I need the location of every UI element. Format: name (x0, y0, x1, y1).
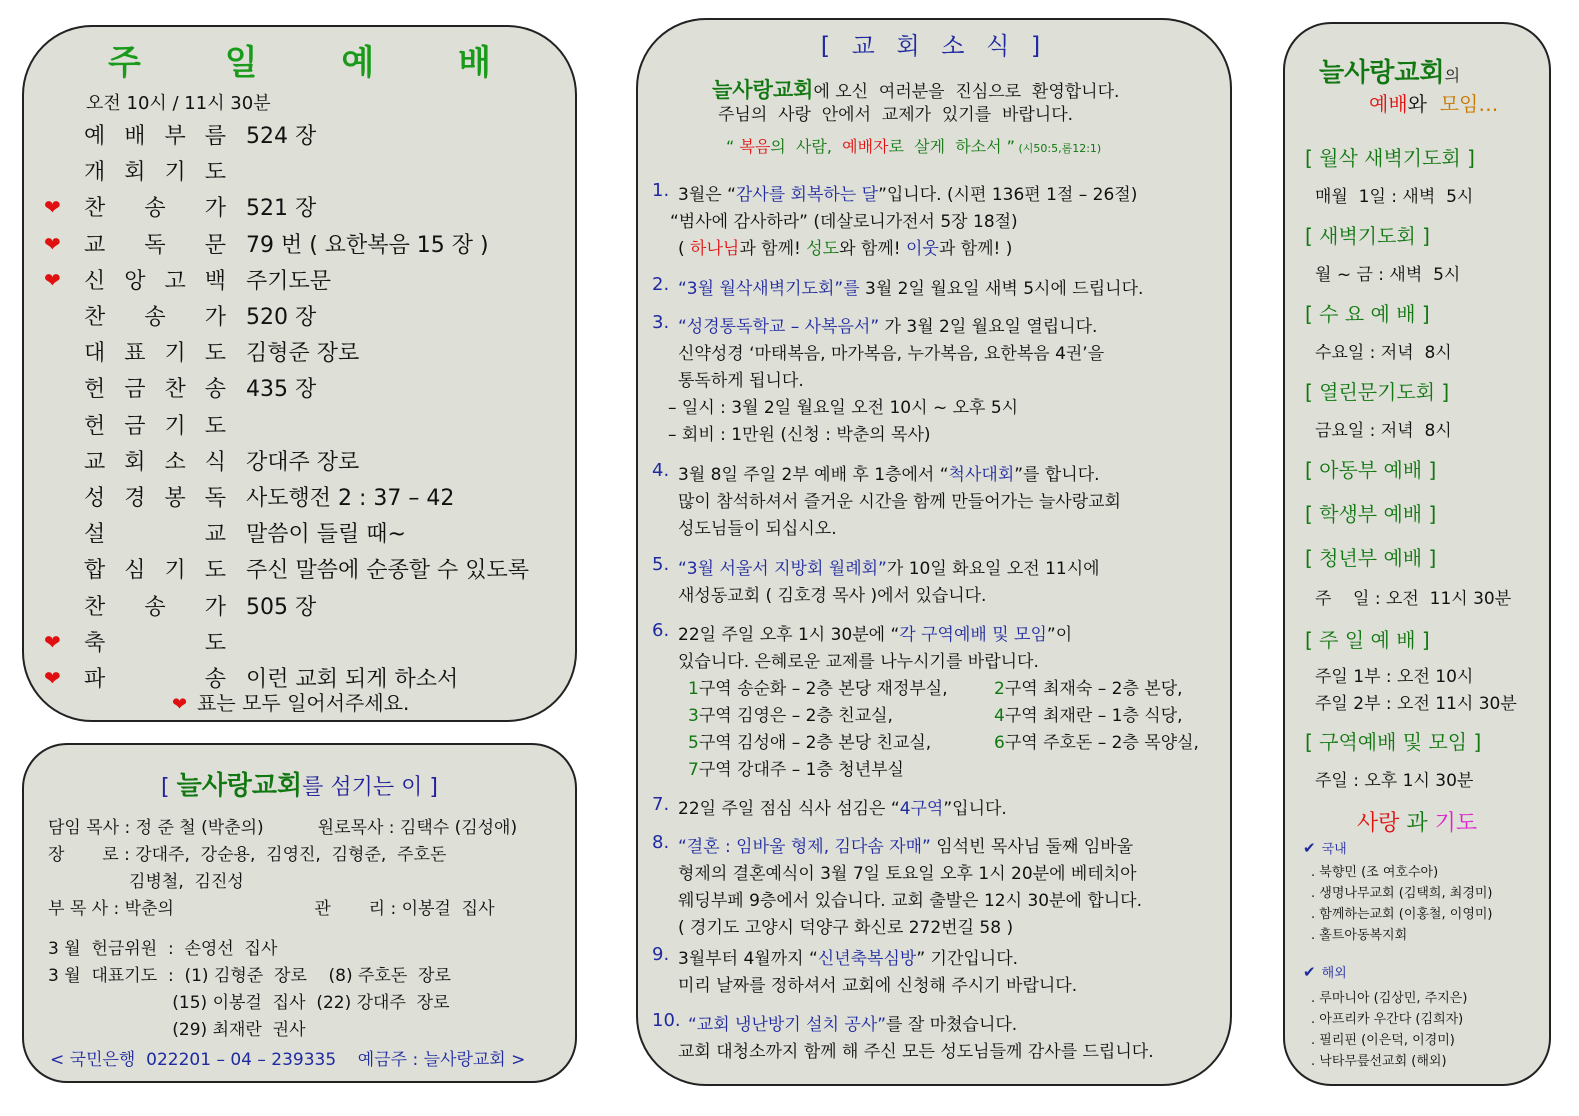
verse-quote: “ (726, 137, 740, 156)
order-row (42, 336, 572, 370)
section-dawn-prayer: [ 새벽기도회 ] (1305, 224, 1430, 248)
text: ” 기간입니다. (916, 949, 1019, 969)
prayer-leaders-line: (15) 이봉걸 집사 (22) 강대주 장로 (48, 993, 450, 1013)
section-youth: [ 청년부 예배 ] (1305, 546, 1437, 570)
theme-verse (726, 134, 1101, 157)
item-line: – 일시 : 3월 2일 월요일 오전 10시 ~ 오후 5시 (668, 398, 1019, 418)
order-label: 찬 송 가 (84, 196, 226, 222)
order-row (42, 228, 572, 262)
item-line: – 회비 : 1만원 (신청 : 박춘의 목사) (668, 425, 931, 445)
worship-time: 오전 10시 / 11시 30분 (86, 93, 271, 114)
church-news-panel (636, 18, 1232, 1086)
order-label: 설 교 (84, 522, 226, 548)
highlight: “결혼 : 임바울 형제, 김다솜 자매” (678, 837, 931, 857)
item-line: 많이 참석하셔서 즐거운 시간을 함께 만들어가는 늘사랑교회 (678, 492, 1121, 512)
servant-line: 부 목 사 : 박춘의 관 리 : 이봉걸 집사 (48, 899, 495, 919)
item-line: 웨딩부페 9층에서 있습니다. 교회 출발은 12시 30분에 합니다. (678, 891, 1142, 911)
love-and-prayer-title (1285, 806, 1549, 837)
text: 3월은 “ (678, 185, 736, 205)
group-label: 해외 (1321, 966, 1347, 981)
district-text: 구역 김영은 – 2층 친교실, (698, 706, 893, 726)
section-detail: 주일 1부 : 오전 10시 (1315, 667, 1474, 687)
heart-icon: ❤ (44, 629, 61, 654)
section-students: [ 학생부 예배 ] (1305, 502, 1437, 526)
highlight: 신년축복심방 (817, 949, 917, 969)
prayer-leaders-line: (29) 최재란 권사 (48, 1020, 306, 1040)
highlight: 4구역 (899, 799, 944, 819)
text: 과 함께! (739, 239, 807, 259)
order-row (42, 517, 572, 551)
text: 와 함께! (839, 239, 906, 259)
verse-text: 의 사람, (770, 137, 843, 156)
section-dawn-monthly: [ 월삭 새벽기도회 ] (1305, 146, 1475, 170)
title-suffix: 를 섬기는 이 ] (302, 775, 438, 800)
gatherings-subtitle (1369, 88, 1498, 117)
text: ”입니다. (시편 136편 1절 – 26절) (878, 185, 1138, 205)
item-number: 4. (652, 460, 670, 481)
text: 가 3월 2일 월요일 열립니다. (879, 317, 1098, 337)
section-sunday: [ 주 일 예 배 ] (1305, 628, 1430, 652)
highlight: 이웃 (905, 239, 939, 259)
text: 임석빈 목사님 둘째 임바울 (930, 837, 1134, 857)
item-number: 9. (652, 944, 670, 965)
section-detail: 주 일 : 오전 11시 30분 (1315, 589, 1512, 609)
text: 를 잘 마쳤습니다. (886, 1015, 1018, 1035)
item-line (678, 180, 1137, 205)
district-group (688, 755, 904, 780)
order-value: 주신 말씀에 순종할 수 있도록 (246, 558, 529, 584)
overseas-group (1303, 962, 1347, 981)
section-detail: 월 ~ 금 : 새벽 5시 (1315, 265, 1461, 285)
verse-word: 복음 (739, 137, 771, 156)
item-line (678, 620, 1072, 645)
text: ”입니다. (943, 799, 1007, 819)
church-name: 늘사랑교회 (712, 78, 814, 102)
section-detail: 금요일 : 저녁 8시 (1315, 421, 1452, 441)
order-row (42, 553, 572, 587)
title-bracket: [ (161, 775, 177, 800)
order-row (42, 155, 572, 189)
item-number: 1. (652, 180, 670, 201)
item-line (678, 832, 1133, 857)
mission-item: . 루마니아 (김상민, 주지은) (1311, 991, 1468, 1006)
servant-line: 김병철, 김진성 (48, 872, 244, 892)
mission-item: . 낙타무릎선교회 (해외) (1311, 1054, 1447, 1069)
text: ”이 (1046, 625, 1073, 645)
item-line: 신약성경 ‘마태복음, 마가복음, 누가복음, 요한복음 4권’을 (678, 344, 1105, 364)
text: ”를 합니다. (1014, 465, 1100, 485)
order-label: 합 심 기 도 (84, 558, 226, 584)
item-line (678, 944, 1018, 969)
order-value: 524 장 (246, 124, 317, 149)
mission-item: . 생명나무교회 (김택희, 최경미) (1311, 886, 1493, 901)
highlight: “성경통독학교 – 사복음서” (678, 317, 880, 337)
verse-reference: (시50:5,롬12:1) (1014, 142, 1102, 155)
text: 과 함께! ) (938, 239, 1013, 259)
domestic-group (1303, 838, 1347, 857)
section-detail: 주일 : 오후 1시 30분 (1315, 771, 1474, 791)
mission-item: . 북향민 (조 여호수아) (1311, 865, 1439, 880)
item-number: 2. (652, 274, 670, 295)
order-label: 찬 송 가 (84, 305, 226, 330)
item-line (678, 794, 1007, 819)
church-servants-panel (22, 743, 577, 1083)
district-group (688, 701, 893, 726)
order-row (42, 409, 572, 443)
highlight: “3월 서울서 지방회 월례회” (678, 559, 887, 579)
order-row (42, 300, 572, 334)
news-welcome-2: 주님의 사랑 안에서 교제가 있기를 바랍니다. (718, 105, 1074, 125)
item-line: 성도님들이 되십시오. (678, 519, 837, 539)
order-row (42, 191, 572, 225)
mission-item: . 아프리카 우간다 (김희자) (1311, 1012, 1464, 1027)
district-text: 구역 최재숙 – 2층 본당, (1004, 679, 1183, 699)
district-text: 구역 송순화 – 2층 본당 재정부실, (698, 679, 948, 699)
prayer-word: 사랑 (1356, 811, 1400, 836)
district-number: 7 (688, 760, 699, 780)
check-icon: ✔ (1303, 963, 1316, 981)
district-text: 구역 김성애 – 2층 본당 친교실, (698, 733, 932, 753)
mission-item: . 필리핀 (이은덕, 이경미) (1311, 1033, 1455, 1048)
highlight: 척사대회 (948, 465, 1015, 485)
title-suffix: 의 (1444, 66, 1461, 85)
check-icon: ✔ (1303, 839, 1316, 857)
text: 3월 2일 월요일 새벽 5시에 드립니다. (859, 279, 1144, 299)
item-line: 형제의 결혼예식이 3월 7일 토요일 오후 1시 20분에 베테치아 (678, 864, 1137, 884)
item-line: ( 경기도 고양시 덕양구 화신로 272번길 58 ) (678, 918, 1014, 938)
subtitle-word: 예배 (1369, 92, 1408, 116)
item-line: 미리 날짜를 정하셔서 교회에 신청해 주시기 바랍니다. (678, 976, 1078, 996)
item-number: 5. (652, 554, 670, 575)
section-wednesday: [ 수 요 예 배 ] (1305, 302, 1430, 326)
item-line: 새성동교회 ( 김호경 목사 )에서 있습니다. (678, 586, 987, 606)
item-number: 7. (652, 794, 670, 815)
verse-text: 로 살게 하소서 ” (888, 137, 1015, 156)
district-number: 2 (994, 679, 1005, 699)
heart-icon: ❤ (44, 267, 61, 292)
order-row (42, 626, 572, 660)
order-label: 교 독 문 (84, 232, 226, 258)
district-group (688, 728, 931, 753)
mission-item: . 함께하는교회 (이홍철, 이영미) (1311, 907, 1493, 922)
text: 3월부터 4월까지 “ (678, 949, 818, 969)
order-value: 이런 교회 되게 하소서 (246, 667, 459, 692)
highlight: 성도 (806, 239, 840, 259)
order-value: 435 장 (246, 377, 317, 403)
worship-footnote (172, 687, 409, 716)
text: 3월 8일 주일 2부 예배 후 1층에서 “ (678, 465, 949, 485)
order-row (42, 481, 572, 515)
news-title: [ 교 회 소 식 ] (820, 32, 1048, 60)
item-line: 있습니다. 은혜로운 교제를 나누시기를 바랍니다. (678, 652, 1039, 672)
footnote-text: 표는 모두 일어서주세요. (197, 691, 410, 715)
item-line (678, 460, 1100, 485)
item-line: “범사에 감사하라” (데살로니가전서 5장 18절) (670, 212, 1018, 232)
text: 22일 주일 점심 식사 섬김은 “ (678, 799, 900, 819)
text: ( (678, 239, 691, 259)
district-text: 구역 강대주 – 1층 청년부실 (698, 760, 904, 780)
order-row (42, 119, 572, 153)
order-row (42, 372, 572, 406)
group-label: 국내 (1321, 842, 1347, 857)
item-line: 통독하게 됩니다. (678, 371, 804, 391)
order-label: 헌 금 찬 송 (84, 377, 226, 403)
highlight: “교회 냉난방기 설치 공사” (688, 1015, 887, 1035)
section-open-door-prayer: [ 열린문기도회 ] (1305, 380, 1450, 404)
order-label: 개 회 기 도 (84, 160, 226, 186)
servant-line: 장 로 : 강대주, 강순용, 김영진, 김형준, 주호돈 (48, 845, 447, 865)
order-label: 교 회 소 식 (84, 449, 226, 475)
order-value: 79 번 ( 요한복음 15 장 ) (246, 232, 489, 258)
item-number: 8. (652, 832, 670, 853)
order-label: 축 도 (84, 630, 226, 656)
order-row (42, 590, 572, 624)
order-label: 예 배 부 름 (84, 124, 226, 149)
order-label: 파 송 (84, 667, 226, 692)
item-number: 6. (652, 620, 670, 641)
heart-icon: ❤ (172, 694, 188, 715)
heart-icon: ❤ (44, 231, 61, 256)
section-children: [ 아동부 예배 ] (1305, 458, 1437, 482)
district-number: 6 (994, 733, 1005, 753)
servant-line: 담임 목사 : 정 준 철 (박춘의) 원로목사 : 김택수 (김성애) (48, 818, 518, 838)
order-value: 강대주 장로 (246, 449, 360, 475)
order-value: 사도행전 2 : 37 – 42 (246, 486, 455, 511)
prayer-text: 과 (1399, 811, 1435, 836)
highlight: “3월 월삭새벽기도회”를 (678, 279, 860, 299)
district-number: 3 (688, 706, 699, 726)
subtitle-text: 와 (1407, 92, 1440, 116)
section-detail: 주일 2부 : 오전 11시 30분 (1315, 694, 1517, 714)
item-line: 교회 대청소까지 함께 해 주신 모든 성도님들께 감사를 드립니다. (678, 1042, 1154, 1062)
item-line (678, 554, 1100, 579)
heart-icon: ❤ (44, 666, 61, 690)
gatherings-title (1319, 52, 1460, 89)
order-label: 대 표 기 도 (84, 341, 226, 367)
section-district: [ 구역예배 및 모임 ] (1305, 730, 1482, 754)
highlight: 각 구역예배 및 모임 (899, 625, 1047, 645)
district-group (994, 728, 1199, 753)
order-value: 505 장 (246, 594, 317, 620)
district-group (994, 701, 1183, 726)
verse-word: 예배자 (842, 137, 889, 156)
district-group (688, 674, 948, 699)
order-value: 주기도문 (246, 268, 332, 294)
order-value: 520 장 (246, 305, 317, 330)
district-number: 4 (994, 706, 1005, 726)
subtitle-word: 모임… (1439, 92, 1499, 116)
order-value: 말씀이 들릴 때~ (246, 522, 406, 548)
bank-account: < 국민은행 022201 – 04 – 239335 예금주 : 늘사랑교회 > (50, 1050, 526, 1070)
order-value: 521 장 (246, 196, 317, 222)
item-line (678, 274, 1143, 299)
item-line (678, 234, 1012, 259)
highlight: 하나님 (690, 239, 740, 259)
district-number: 5 (688, 733, 699, 753)
offering-committee-line: 3 월 헌금위원 : 손영선 집사 (48, 939, 278, 959)
servants-title (24, 765, 575, 802)
welcome-text: 에 오신 여러분을 진심으로 환영합니다. (813, 82, 1120, 102)
prayer-word: 기도 (1434, 811, 1478, 836)
item-number: 10. (652, 1010, 681, 1031)
district-text: 구역 최재란 – 1층 식당, (1004, 706, 1183, 726)
order-label: 헌 금 기 도 (84, 413, 226, 439)
mission-item: . 홀트아동복지회 (1311, 928, 1408, 943)
order-label: 찬 송 가 (84, 594, 226, 620)
order-label: 신 앙 고 백 (84, 268, 226, 294)
item-number: 3. (652, 312, 670, 333)
highlight: 감사를 회복하는 달 (735, 185, 879, 205)
district-group (994, 674, 1183, 699)
text: 가 10일 화요일 오전 11시에 (886, 559, 1100, 579)
order-label: 성 경 봉 독 (84, 486, 226, 511)
order-row (42, 445, 572, 479)
section-detail: 매월 1일 : 새벽 5시 (1315, 187, 1474, 207)
heart-icon: ❤ (44, 195, 61, 220)
district-number: 1 (688, 679, 699, 699)
worship-and-gatherings-panel (1283, 22, 1551, 1086)
church-name: 늘사랑교회 (1319, 58, 1445, 88)
text: 22일 주일 오후 1시 30분에 “ (678, 625, 900, 645)
prayer-leaders-line: 3 월 대표기도 : (1) 김형준 장로 (8) 주호돈 장로 (48, 966, 451, 986)
worship-title: 주 일 예 배 (108, 43, 527, 83)
item-line (678, 312, 1097, 337)
order-row (42, 264, 572, 298)
item-line (688, 1010, 1017, 1035)
district-text: 구역 주호돈 – 2층 목양실, (1004, 733, 1199, 753)
church-name: 늘사랑교회 (176, 771, 303, 801)
section-detail: 수요일 : 저녁 8시 (1315, 343, 1452, 363)
order-value: 김형준 장로 (246, 341, 360, 367)
worship-order-panel (22, 25, 577, 722)
